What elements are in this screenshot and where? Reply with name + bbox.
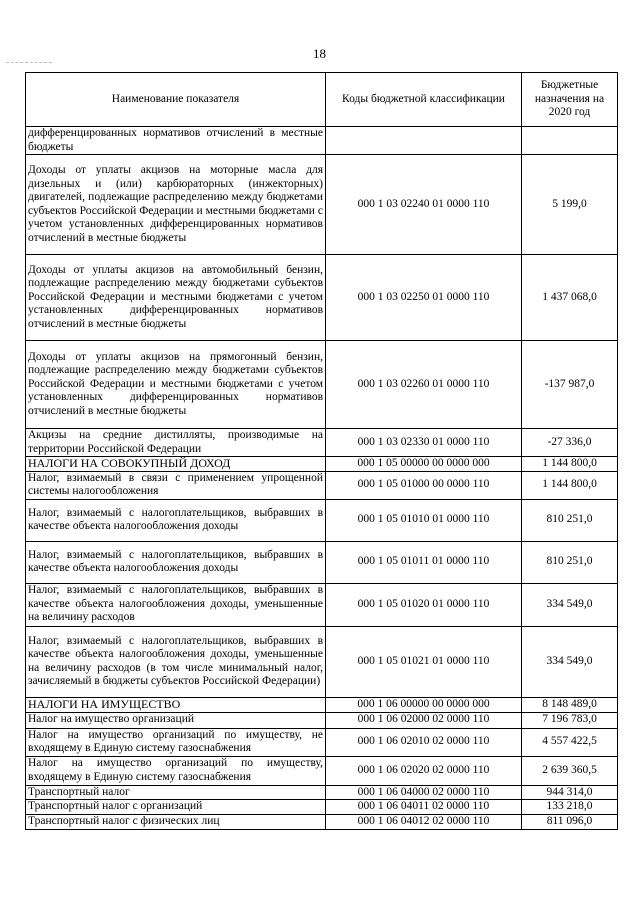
row-code <box>326 127 522 155</box>
row-code: 000 1 05 01021 01 0000 110 <box>326 626 522 697</box>
table-row <box>26 499 618 541</box>
row-value: 2 639 360,5 <box>522 756 618 785</box>
table-row <box>26 800 618 815</box>
row-name: Налог, взимаемый с налогоплательщиков, выбравших в качестве объекта налогообложения доходы <box>26 541 326 583</box>
row-value: 810 251,0 <box>522 499 618 541</box>
table-section-row <box>26 457 618 472</box>
row-value: 810 251,0 <box>522 541 618 583</box>
table-row <box>26 127 618 155</box>
table-row <box>26 471 618 499</box>
header-value: Бюджетные назначения на 2020 год <box>522 73 618 127</box>
row-value: -27 336,0 <box>522 429 618 457</box>
row-value: 8 148 489,0 <box>522 697 618 712</box>
row-value <box>522 127 618 155</box>
header-code: Коды бюджетной классификации <box>326 73 522 127</box>
row-code: 000 1 06 02020 02 0000 110 <box>326 756 522 785</box>
budget-table <box>25 72 618 830</box>
row-code: 000 1 03 02260 01 0000 110 <box>326 341 522 429</box>
row-code: 000 1 05 01010 01 0000 110 <box>326 499 522 541</box>
row-name: НАЛОГИ НА ИМУЩЕСТВО <box>26 697 326 712</box>
row-name: Налог на имущество организаций по имуществу, входящему в Единую систему газоснабжения <box>26 756 326 785</box>
row-code: 000 1 06 04000 02 0000 110 <box>326 785 522 800</box>
row-value: 4 557 422,5 <box>522 728 618 756</box>
row-code: 000 1 03 02240 01 0000 110 <box>326 155 522 255</box>
row-name: Доходы от уплаты акцизов на прямогонный бензин, подлежащие распределению между бюджетами субъектов Российской Федерации и местными бюджетами с учетом установленных дифференцированных нормативов отчислений в местные бюджеты <box>26 341 326 429</box>
row-code: 000 1 05 00000 00 0000 000 <box>326 457 522 472</box>
row-value: 944 314,0 <box>522 785 618 800</box>
row-value: 1 144 800,0 <box>522 457 618 472</box>
table-row <box>26 626 618 697</box>
table-body <box>26 127 618 830</box>
table-row <box>26 728 618 756</box>
table-row <box>26 756 618 785</box>
row-code: 000 1 05 01011 01 0000 110 <box>326 541 522 583</box>
row-code: 000 1 06 02010 02 0000 110 <box>326 728 522 756</box>
row-name: Налог на имущество организаций <box>26 712 326 728</box>
row-value: 1 144 800,0 <box>522 471 618 499</box>
row-name: НАЛОГИ НА СОВОКУПНЫЙ ДОХОД <box>26 457 326 472</box>
table-row <box>26 785 618 800</box>
row-code: 000 1 06 00000 00 0000 000 <box>326 697 522 712</box>
table-section-row <box>26 697 618 712</box>
row-code: 000 1 03 02330 01 0000 110 <box>326 429 522 457</box>
row-name: дифференцированных нормативов отчислений в местные бюджеты <box>26 127 326 155</box>
header-name: Наименование показателя <box>26 73 326 127</box>
row-name: Акцизы на средние дистилляты, производимые на территории Российской Федерации <box>26 429 326 457</box>
row-code: 000 1 06 04012 02 0000 110 <box>326 815 522 830</box>
table-row <box>26 429 618 457</box>
table-header <box>26 73 618 127</box>
table-row <box>26 155 618 255</box>
row-value: 133 218,0 <box>522 800 618 815</box>
row-code: 000 1 03 02250 01 0000 110 <box>326 255 522 341</box>
row-name: Доходы от уплаты акцизов на автомобильный бензин, подлежащие распределению между бюджетами субъектов Российской Федерации и местными бюджетами с учетом установленных дифференцированных нормативов отчислений в местные бюджеты <box>26 255 326 341</box>
table-row <box>26 583 618 626</box>
row-name: Налог на имущество организаций по имуществу, не входящему в Единую систему газоснабжения <box>26 728 326 756</box>
row-name: Налог, взимаемый с налогоплательщиков, выбравших в качестве объекта налогообложения доходы, уменьшенные на величину расходов (в том числе минимальный налог, зачисляемый в бюджеты субъектов Российской Федерации) <box>26 626 326 697</box>
row-name: Транспортный налог с организаций <box>26 800 326 815</box>
table-row <box>26 341 618 429</box>
row-code: 000 1 05 01020 01 0000 110 <box>326 583 522 626</box>
table-row <box>26 712 618 728</box>
row-value: 811 096,0 <box>522 815 618 830</box>
row-value: 7 196 783,0 <box>522 712 618 728</box>
row-code: 000 1 05 01000 00 0000 110 <box>326 471 522 499</box>
row-code: 000 1 06 04011 02 0000 110 <box>326 800 522 815</box>
table-row <box>26 255 618 341</box>
row-name: Доходы от уплаты акцизов на моторные масла для дизельных и (или) карбюраторных (инжекторных) двигателей, подлежащие распределению между бюджетами субъектов Российской Федерации и местными бюджетами с учетом установленных дифференцированных нормативов отчислений в местные бюджеты <box>26 155 326 255</box>
row-name: Транспортный налог <box>26 785 326 800</box>
row-value: -137 987,0 <box>522 341 618 429</box>
table-row <box>26 815 618 830</box>
scan-mark <box>6 62 52 63</box>
row-name: Налог, взимаемый с налогоплательщиков, выбравших в качестве объекта налогообложения доходы, уменьшенные на величину расходов <box>26 583 326 626</box>
row-name: Транспортный налог с физических лиц <box>26 815 326 830</box>
page-number: 18 <box>313 46 326 61</box>
row-code: 000 1 06 02000 02 0000 110 <box>326 712 522 728</box>
table-row <box>26 541 618 583</box>
row-value: 334 549,0 <box>522 583 618 626</box>
row-name: Налог, взимаемый с налогоплательщиков, выбравших в качестве объекта налогообложения доходы <box>26 499 326 541</box>
row-value: 5 199,0 <box>522 155 618 255</box>
row-name: Налог, взимаемый в связи с применением упрощенной системы налогообложения <box>26 471 326 499</box>
row-value: 1 437 068,0 <box>522 255 618 341</box>
row-value: 334 549,0 <box>522 626 618 697</box>
